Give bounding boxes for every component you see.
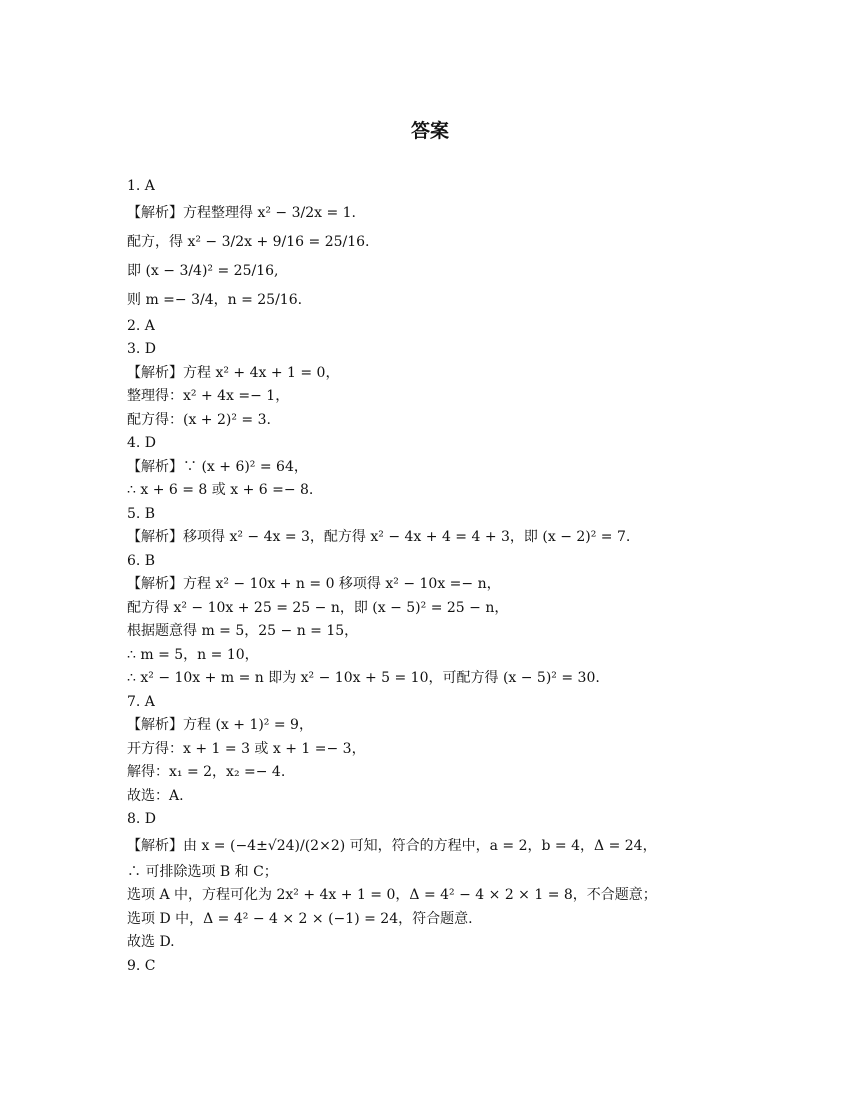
answer-line: 配方得 x² − 10x + 25 = 25 − n，即 (x − 5)² = 25 − n， [127,599,509,616]
answer-line: ∴ x + 6 = 8 或 x + 6 =− 8. [127,482,314,498]
answer-line: ∴ 可排除选项 B 和 C； [127,863,278,880]
answer-line: 5. B [127,505,156,522]
answer-line: 配方，得 x² − 3/2x + 9/16 = 25/16. [127,233,370,250]
answer-line: 选项 A 中，方程可化为 2x² + 4x + 1 = 0，Δ = 4² − 4 × 2 × 1 = 8，不合题意； [127,887,657,903]
answer-line: 则 m =− 3/4，n = 25/16. [127,291,303,308]
answer-line: 7. A [127,693,155,710]
answer-line: 故选 D. [127,934,175,950]
answer-line: 【解析】由 x = (−4±√24)/(2×2) 可知，符合的方程中，a = 2，b = 4，Δ = 24， [127,837,657,854]
answer-line: 开方得：x + 1 = 3 或 x + 1 =− 3， [127,740,366,757]
page-title: 答案 [410,120,449,142]
answer-line: 【解析】移项得 x² − 4x = 3，配方得 x² − 4x + 4 = 4 + 3，即 (x − 2)² = 7. [127,529,631,545]
answer-line: 【解析】∵ (x + 6)² = 64， [127,458,308,475]
answer-line: 1. A [127,178,155,194]
answer-line: ∴ x² − 10x + m = n 即为 x² − 10x + 5 = 10，可配方得 (x − 5)² = 30. [127,670,600,686]
answer-line: 8. D [127,811,157,827]
answer-line: 【解析】方程 (x + 1)² = 9， [127,717,313,733]
answer-line: 配方得：(x + 2)² = 3. [127,411,271,428]
answer-line: 6. B [127,552,156,569]
answer-line: 【解析】方程整理得 x² − 3/2x = 1. [127,204,357,221]
answer-line: 选项 D 中，Δ = 4² − 4 × 2 × (−1) = 24，符合题意. [127,910,473,927]
answer-line: ∴ m = 5，n = 10， [127,646,259,663]
answer-line: 整理得：x² + 4x =− 1， [127,388,290,404]
answer-line: 4. D [127,435,157,451]
answer-line: 故选：A. [127,787,184,804]
answer-line: 即 (x − 3/4)² = 25/16, [127,262,279,279]
answer-line: 解得：x₁ = 2，x₂ =− 4. [127,764,286,780]
answer-line: 根据题意得 m = 5，25 − n = 15， [127,623,359,639]
answer-line: 【解析】方程 x² − 10x + n = 0 移项得 x² − 10x =− n， [127,576,501,592]
answer-line: 【解析】方程 x² + 4x + 1 = 0， [127,364,340,381]
answer-line: 9. C [127,957,156,974]
answer-line: 3. D [127,341,157,357]
answer-list [127,175,747,978]
answer-line: 2. A [127,317,155,334]
